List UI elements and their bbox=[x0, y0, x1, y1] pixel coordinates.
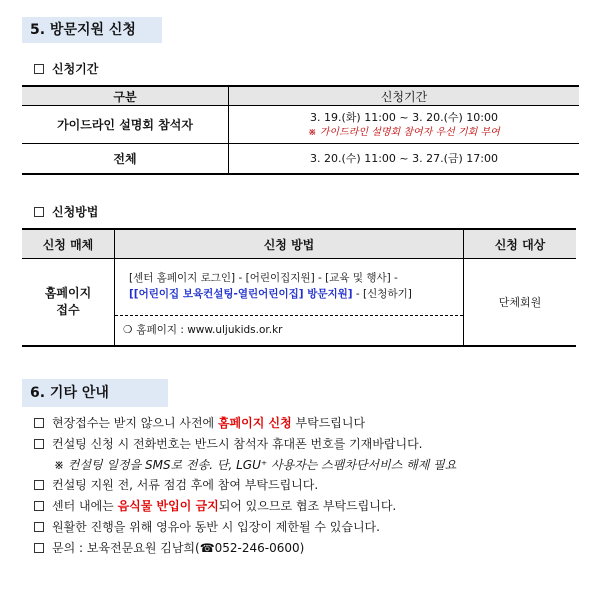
phone-icon: ☎ bbox=[199, 541, 215, 555]
method-table bbox=[22, 228, 576, 347]
notice-2-text: 컨설팅 신청 시 전화번호는 반드시 참석자 휴대폰 번호를 기재바랍니다. bbox=[52, 437, 423, 451]
checkbox-square-icon bbox=[34, 64, 44, 74]
period-row1-value bbox=[229, 106, 580, 144]
method-description bbox=[115, 259, 464, 347]
method-path-line1: [센터 홈페이지 로그인] - [어린이집지원] - [교육 및 행사] - bbox=[129, 272, 398, 284]
method-header-method: 신청 방법 bbox=[115, 229, 464, 259]
method-heading-text: 신청방법 bbox=[52, 205, 99, 219]
checkbox-square-icon bbox=[34, 480, 44, 490]
checkbox-square-icon bbox=[34, 501, 44, 511]
section5-title: 5. 방문지원 신청 bbox=[22, 17, 162, 43]
method-path-bold: [[어린이집 보육컨설팅-열린어린이집] 방문지원] bbox=[129, 288, 353, 300]
method-medium-line1: 홈페이지 bbox=[44, 286, 92, 300]
checkbox-square-icon bbox=[34, 207, 44, 217]
period-row2-label: 전체 bbox=[22, 144, 229, 174]
period-header-category: 구분 bbox=[22, 86, 229, 106]
method-homepage bbox=[115, 316, 463, 344]
notice-line-4 bbox=[34, 497, 396, 514]
notice-line-2 bbox=[34, 435, 423, 452]
bullet-circle-icon: ❍ bbox=[123, 324, 133, 336]
table-row bbox=[22, 144, 579, 174]
notice-line-3 bbox=[34, 476, 318, 493]
table-row bbox=[22, 259, 576, 347]
method-header-medium: 신청 매체 bbox=[22, 229, 115, 259]
notice-4-text: 센터 내에는 bbox=[52, 499, 118, 513]
notice-line-1 bbox=[34, 414, 365, 431]
notice-5-text: 원활한 진행을 위해 영유아 동반 시 입장이 제한될 수 있습니다. bbox=[52, 520, 380, 534]
notice-1-highlight: 홈페이지 신청 bbox=[217, 416, 292, 430]
period-table bbox=[22, 85, 579, 175]
notice-3-text: 컨설팅 지원 전, 서류 점검 후에 참여 부탁드립니다. bbox=[52, 478, 319, 492]
notice-4-end: 되어 있으므로 협조 부탁드립니다. bbox=[218, 499, 397, 513]
method-heading bbox=[34, 203, 98, 220]
checkbox-square-icon bbox=[34, 418, 44, 428]
period-row2-date: 3. 20.(수) 11:00 ~ 3. 27.(금) 17:00 bbox=[229, 144, 580, 174]
period-heading bbox=[34, 60, 98, 77]
notice-line-6 bbox=[34, 539, 304, 556]
notice-1-end: 부탁드립니다 bbox=[291, 416, 366, 430]
notice-1-text: 현장접수는 받지 않으니 사전에 bbox=[52, 416, 218, 430]
period-row1-note: ※ 가이드라인 설명회 참여자 우선 기회 부여 bbox=[308, 126, 500, 138]
notice-line-5 bbox=[34, 518, 380, 535]
section6-title: 6. 기타 안내 bbox=[22, 379, 168, 407]
method-header-target: 신청 대상 bbox=[464, 229, 577, 259]
period-header-period: 신청기간 bbox=[229, 86, 580, 106]
notice-4-highlight: 음식물 반입이 금지 bbox=[117, 499, 219, 513]
method-medium-line2: 접수 bbox=[56, 303, 80, 317]
homepage-link[interactable]: 홈페이지 : www.uljukids.or.kr bbox=[136, 324, 283, 336]
checkbox-square-icon bbox=[34, 439, 44, 449]
method-medium bbox=[22, 259, 115, 347]
checkbox-square-icon bbox=[34, 543, 44, 553]
table-row bbox=[22, 106, 579, 144]
method-path bbox=[115, 260, 463, 316]
period-row1-date: 3. 19.(화) 11:00 ~ 3. 20.(수) 10:00 bbox=[310, 110, 498, 124]
notice-2-note: ※ 컨설팅 일정을 SMS로 전송. 단, LGU⁺ 사용자는 스팸차단서비스 해제 필요 bbox=[54, 458, 457, 472]
period-row1-label: 가이드라인 설명회 참석자 bbox=[22, 106, 229, 144]
method-path-rest: - [신청하기] bbox=[352, 288, 412, 300]
method-path-line2 bbox=[129, 286, 463, 302]
period-heading-text: 신청기간 bbox=[52, 62, 99, 76]
notice-6-text: 문의 : 보육전문요원 김남희( bbox=[52, 541, 200, 555]
checkbox-square-icon bbox=[34, 522, 44, 532]
notice-6-phone: 052-246-0600) bbox=[214, 541, 305, 555]
method-target: 단체회원 bbox=[498, 296, 542, 309]
